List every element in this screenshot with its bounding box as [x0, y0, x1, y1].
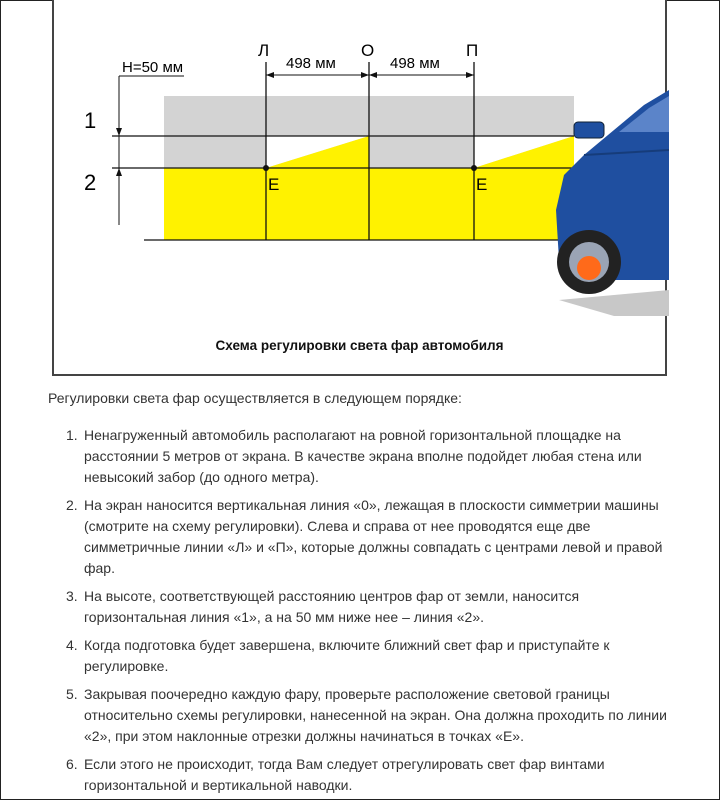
list-item: 4. Когда подготовка будет завершена, включите ближний свет фар и приступайте к регулировке. — [66, 637, 610, 674]
label-line-1: 1 — [84, 108, 97, 133]
label-h: H=50 мм — [122, 59, 184, 76]
label-point-right: E — [476, 175, 488, 194]
label-line-2: 2 — [84, 170, 97, 195]
list-item: 2. На экран наносится вертикальная линия «0», лежащая в плоскости симметрии машины (смотрите на схему регулировки). Слева и справа от нее проводятся еще две симметричные линии «Л» и «П», которые должны совпадать с центрами левой и правой фар. — [66, 497, 663, 576]
label-dist-left: 498 мм — [286, 55, 336, 72]
point-e-right — [471, 165, 477, 171]
gray-left-band — [164, 136, 266, 168]
car-windshield — [619, 96, 669, 132]
ground-shadow — [559, 290, 669, 316]
yellow-slope-right — [474, 136, 574, 168]
list-item: 1. Ненагруженный автомобиль располагают на ровной горизонтальной площадке на расстоянии 5 метров от экрана. В качестве экрана вполне подойдет любая стена или невысокий забор (до одного метра). — [66, 427, 642, 485]
intro-text: Регулировки света фар осуществляется в следующем порядке: — [48, 390, 462, 406]
diagram-svg — [54, 0, 669, 376]
mirror — [574, 122, 604, 138]
label-dist-right: 498 мм — [390, 55, 440, 72]
list-item: 6. Если этого не происходит, тогда Вам следует отрегулировать свет фар винтами горизонтальной и вертикальной наводки. — [66, 756, 605, 793]
point-e-left — [263, 165, 269, 171]
label-right: П — [466, 41, 479, 60]
wheel-hub — [577, 256, 601, 280]
label-point-left: E — [268, 175, 280, 194]
label-center: О — [361, 41, 375, 60]
headlight-adjustment-diagram — [52, 0, 667, 376]
list-item: 5. Закрывая поочередно каждую фару, проверьте расположение световой границы относительно схемы регулировки, нанесенной на экран. Она должна проходить по линии «2», при этом наклонные отрезки должны начинаться в точках «Е». — [66, 686, 667, 744]
steps-list — [66, 425, 676, 803]
gray-mid-band — [369, 136, 474, 168]
label-left: Л — [258, 41, 270, 60]
yellow-slope-left — [266, 136, 369, 168]
figure-caption: Схема регулировки света фар автомобиля — [215, 338, 504, 353]
list-item: 3. На высоте, соответствующей расстоянию центров фар от земли, наносится горизонтальная линия «1», а на 50 мм ниже нее – линия «2». — [66, 588, 580, 625]
